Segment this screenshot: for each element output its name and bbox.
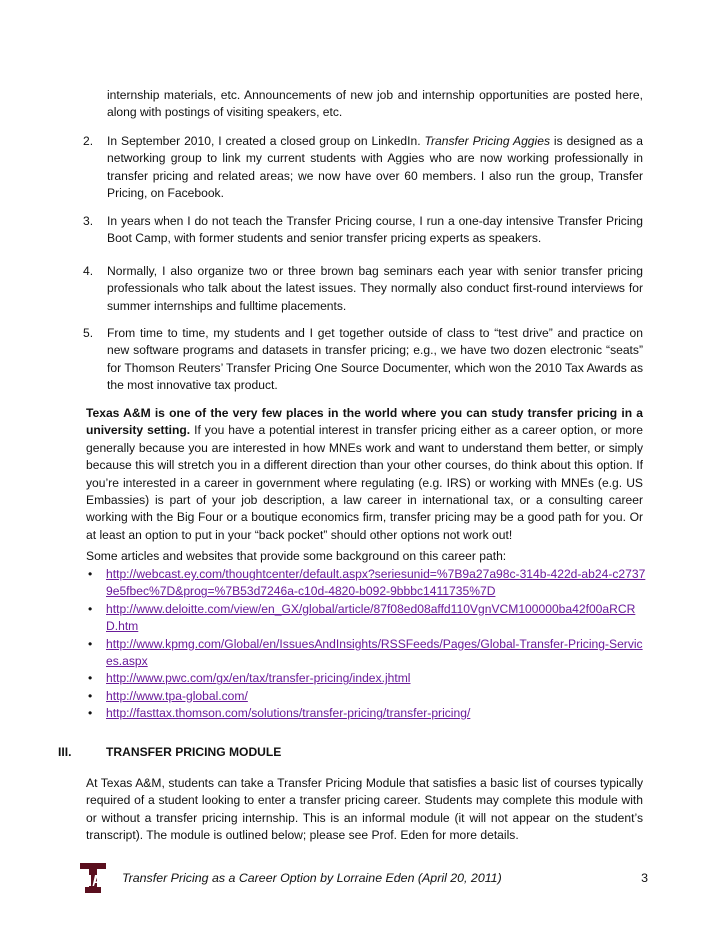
module-paragraph: At Texas A&M, students can take a Transfer Pricing Module that satisfies a basic list of courses typically required of a student looking to enter a transfer pricing career. Students may complete this module with or without a transfer pricing internship. This is an informal module (it will not appear on the student’s transcript). The module is outlined below; please see Prof. Eden for more details. (86, 776, 643, 843)
list-item (83, 263, 643, 315)
item-text: From time to time, my students and I get together outside of class to “test drive” and practice on new software programs and datasets in transfer pricing; e.g., we have two dozen electronic “seats” for Thomson Reuters’ Transfer Pricing One Source Documenter, which won the 2010 Tax Awards as the most innovative tax product. (107, 326, 643, 393)
list-item (83, 133, 643, 203)
texas-am-logo-icon (78, 862, 108, 894)
bullet-icon: • (88, 601, 93, 616)
page-footer (78, 862, 648, 896)
list-item (86, 705, 646, 722)
link-pwc[interactable]: http://www.pwc.com/gx/en/tax/transfer-pricing/index.jhtml (106, 671, 411, 686)
bullet-icon: • (88, 688, 93, 703)
link-tpa-global[interactable]: http://www.tpa-global.com/ (106, 688, 248, 703)
item-text: Normally, I also organize two or three brown bag seminars each year with senior transfer pricing professionals who talk about the latest issues. They normally also conduct first-round interviews for summer internships and fulltime placements. (107, 264, 643, 313)
footer-title: Transfer Pricing as a Career Option by Lorraine Eden (April 20, 2011) (122, 871, 502, 885)
item-text: In years when I do not teach the Transfer Pricing course, I run a one-day intensive Transfer Pricing Boot Camp, with former students and senior transfer pricing experts as speakers. (107, 214, 643, 246)
list-item (86, 566, 646, 601)
list-item (86, 601, 646, 636)
texas-paragraph-bold: Texas A&M is one of the very few places in the world where you can study transfer pricing in a university setting. (86, 406, 643, 438)
link-ey[interactable]: http://webcast.ey.com/thoughtcenter/default.aspx?seriesunid=%7B9a27a98c-314b-422d-ab24-c27379e5fbec%7D&prog=%7B53d7246a-c10d-4820-b092-9bbbc1411735%7D (106, 567, 646, 599)
texas-paragraph: Texas A&M is one of the very few places in the world where you can study transfer pricing in a university setting. If you have a potential interest in transfer pricing either as a career option, or more generally because you are interested in how MNEs work and want to understand them better, or simply because this will stretch you in a different direction than your other courses, do think about this option. If you’re interested in a career in government where regulating (e.g. IRS) or working with MNEs (e.g. US Embassies) is part of your job description, a law career in international tax, or a consulting career working with the Big Four or a boutique economics firm, transfer pricing may be a good path for you. Or at least an option to put in your “back pocket” should other options not work out! (86, 406, 644, 542)
link-deloitte[interactable]: http://www.deloitte.com/view/en_GX/global/article/87f08ed08affd110VgnVCM100000ba42f00aRCRD.htm (106, 601, 636, 634)
link-kpmg[interactable]: http://www.kpmg.com/Global/en/IssuesAndInsights/RSSFeeds/Pages/Global-Transfer-Pricing-Services.aspx (106, 636, 643, 669)
section-heading (58, 745, 281, 759)
links-list (86, 566, 646, 723)
list-item (86, 636, 646, 671)
bullet-icon: • (88, 567, 93, 581)
section-title: TRANSFER PRICING MODULE (106, 745, 282, 759)
link-thomson[interactable]: http://fasttax.thomson.com/solutions/transfer-pricing/transfer-pricing/ (106, 706, 471, 721)
item-number: 3. (83, 214, 94, 228)
item-number: 5. (83, 326, 94, 340)
list-item (86, 688, 646, 705)
list-item (83, 213, 643, 248)
list-item (83, 325, 643, 395)
bullet-icon: • (88, 636, 93, 651)
bullet-icon: • (88, 671, 93, 686)
links-intro: Some articles and websites that provide some background on this career path: (86, 549, 507, 563)
list-item (86, 670, 646, 687)
page-number: 3 (641, 871, 648, 885)
item-number: 4. (83, 264, 94, 278)
intro-continuation: internship materials, etc. Announcements of new job and internship opportunities are posted here, along with postings of visiting speakers, etc. (107, 88, 643, 120)
bullet-icon: • (88, 706, 93, 721)
item-text: In September 2010, I created a closed group on LinkedIn. Transfer Pricing Aggies is designed as a networking group to link my current students with Aggies who are now working professionally in transfer pricing and related areas; we now have over 60 members. I also run the group, Transfer Pricing, on Facebook. (107, 134, 643, 201)
section-number: III. (58, 745, 72, 759)
item-number: 2. (83, 134, 94, 148)
